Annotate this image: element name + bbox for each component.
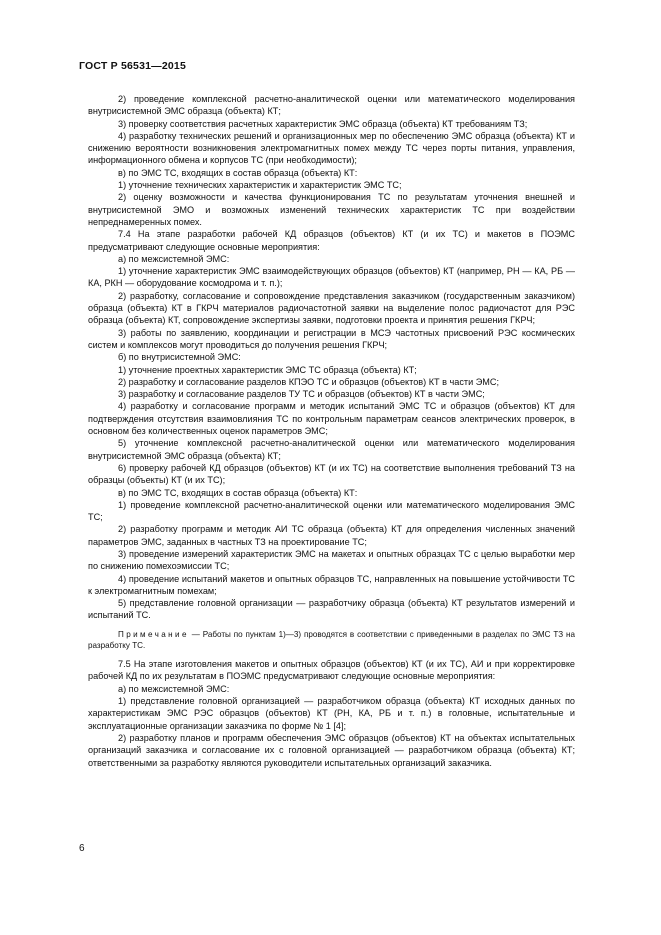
paragraph: а) по межсистемной ЭМС:	[118, 683, 230, 694]
paragraph: 2) разработку планов и программ обеспечения ЭМС образцов (объектов) КТ на объектах испытательных организаций заказчика и согласование их с головной организацией — разработчиком образца (объекта) КТ; ответственными за разработку являются руководители испытательных организаций заказчика.	[88, 732, 575, 768]
paragraph: 3) разработку и согласование разделов ТУ ТС и образцов (объектов) КТ в части ЭМС;	[118, 389, 485, 400]
paragraph: 4) разработку технических решений и организационных мер по обеспечению ЭМС образца (объекта) КТ и снижению вероятности возникновения электромагнитных помех между ТС через порты питания, управления, информационного обмена и корпусов ТС (при необходимости);	[88, 130, 575, 166]
paragraph: а) по межсистемной ЭМС:	[118, 253, 230, 264]
paragraph: 4) проведение испытаний макетов и опытных образцов ТС, направленных на повышение устойчивости ТС к электромагнитным помехам;	[88, 573, 575, 596]
paragraph: в) по ЭМС ТС, входящих в состав образца (объекта) КТ:	[118, 487, 358, 498]
section-paragraph: 7.4 На этапе разработки рабочей КД образцов (объектов) КТ (и их ТС) и макетов в ПОЭМС предусматривают следующие основные мероприятия:	[88, 229, 575, 252]
paragraph: 1) представление головной организацией — разработчиком образца (объекта) КТ исходных данных по характеристикам ЭМС РЭС образцов (объектов) КТ (РН, КА, РБ и т. п.) в головные, испытательные и эксплуатационные организации заказчика по форме № 1 [4];	[88, 696, 575, 731]
paragraph: 2) разработку и согласование разделов КПЭО ТС и образцов (объектов) КТ в части ЭМС;	[118, 376, 500, 387]
page-number: 6	[79, 843, 85, 854]
note	[88, 629, 575, 651]
paragraph: 1) уточнение проектных характеристик ЭМС ТС образца (объекта) КТ;	[118, 364, 417, 375]
standard-header: ГОСТ Р 56531—2015	[79, 60, 187, 72]
paragraph: 2) разработку, согласование и сопровождение представления заказчиком (государственным заказчиком) образца (объекта) КТ в ГКРЧ материалов радиочастотной заявки на выделение полос радиочастот для РЭС образца (объекта) КТ, сопровождение экспертизы заявки, подготовки проекта и принятия решения ГКРЧ;	[88, 290, 575, 326]
paragraph: 5) представление головной организации — разработчику образца (объекта) КТ результатов измерений и испытаний ТС.	[88, 598, 575, 621]
document-body	[88, 93, 575, 769]
paragraph: 3) проведение измерений характеристик ЭМС на макетах и опытных образцах ТС с целью выработки мер по снижению помехоэмиссии ТС;	[88, 548, 575, 572]
paragraph: 3) работы по заявлению, координации и регистрации в МСЭ частотных присвоений РЭС космических систем и комплексов могут проводиться до получения решения ГКРЧ;	[88, 327, 575, 350]
paragraph: 1) уточнение характеристик ЭМС взаимодействующих образцов (объектов) КТ (например, РН — КА, РБ — КА, РКН — оборудование космодрома и т. п.);	[88, 266, 575, 289]
paragraph: 4) разработку и согласование программ и методик испытаний ЭМС ТС и образцов (объектов) КТ для подтверждения отсутствия взаимовлияния ТС по контрольным параметрам сеансов электрических проверок, в основном без количественных оценок параметров ЭМС;	[88, 401, 575, 437]
paragraph: 2) разработку программ и методик АИ ТС образца (объекта) КТ для определения численных значений параметров ЭМС, заданных в частных ТЗ на проектирование ТС;	[88, 524, 575, 547]
section-paragraph: 7.5 На этапе изготовления макетов и опытных образцов (объектов) КТ (и их ТС), АИ и при корректировке рабочей КД по их результатам в ПОЭМС предусматривают следующие основные мероприятия:	[88, 659, 575, 682]
paragraph: 6) проверку рабочей КД образцов (объектов) КТ (и их ТС) на соответствие выполнения требований ТЗ на образцы (объекты) КТ (и их ТС);	[88, 462, 575, 486]
paragraph: 1) уточнение технических характеристик и характеристик ЭМС ТС;	[118, 180, 402, 191]
paragraph: 2) оценку возможности и качества функционирования ТС по результатам уточнения внешней и внутрисистемной ЭМО и возможных изменений технических характеристик ТС при воздействии непреднамеренных помех.	[88, 192, 575, 227]
paragraph: в) по ЭМС ТС, входящих в состав образца (объекта) КТ:	[118, 167, 358, 178]
paragraph: 5) уточнение комплексной расчетно-аналитической оценки или математического моделирования внутрисистемной ЭМС образца (объекта) КТ;	[88, 438, 575, 461]
paragraph: 1) проведение комплексной расчетно-аналитической оценки или математического моделирования ЭМС ТС;	[88, 499, 575, 523]
note-text: — Работы по пунктам 1)—3) проводятся в соответствии с приведенными в разделах по ЭМС ТЗ на разработку ТС.	[88, 629, 575, 650]
paragraph: б) по внутрисистемной ЭМС:	[118, 352, 241, 363]
paragraph: 3) проверку соответствия расчетных характеристик ЭМС образца (объекта) КТ требованиям ТЗ;	[118, 118, 528, 129]
note-label: Примечание	[118, 629, 189, 639]
paragraph: 2) проведение комплексной расчетно-аналитической оценки или математического моделирования внутрисистемной ЭМС образца (объекта) КТ;	[88, 94, 575, 117]
